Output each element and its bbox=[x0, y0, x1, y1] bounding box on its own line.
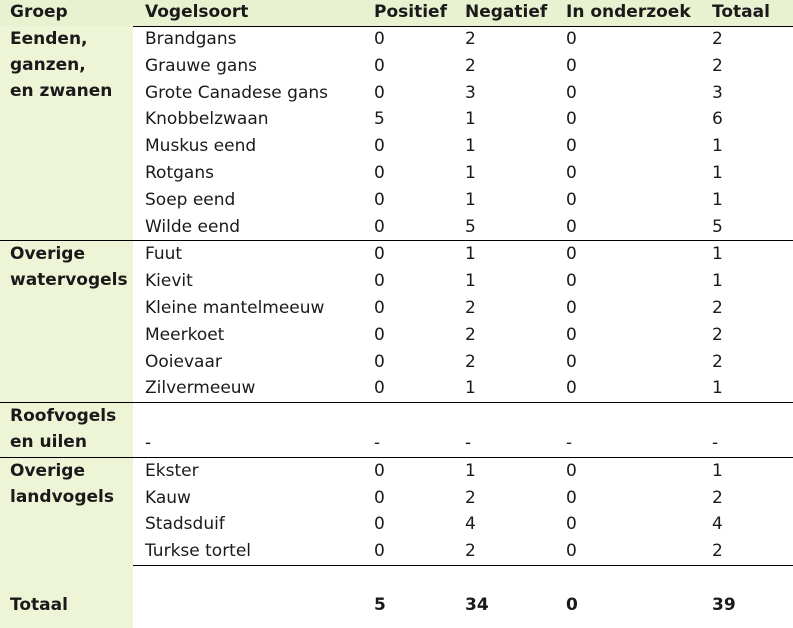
cell-positief: 0 bbox=[374, 514, 385, 535]
cell-in-onderzoek: 0 bbox=[566, 324, 577, 345]
table-row bbox=[0, 430, 793, 457]
table-row bbox=[0, 295, 793, 322]
cell-positief: 0 bbox=[374, 541, 385, 562]
table-row bbox=[0, 511, 793, 538]
header-in-onderzoek: In onderzoek bbox=[566, 2, 691, 22]
cell-in-onderzoek: 0 bbox=[566, 351, 577, 372]
total-in-onderzoek: 0 bbox=[566, 595, 578, 615]
cell-positief: 0 bbox=[374, 487, 385, 508]
cell-positief: 0 bbox=[374, 298, 385, 318]
table-row bbox=[0, 322, 793, 349]
cell-vogelsoort: Stadsduif bbox=[145, 514, 225, 535]
cell-in-onderzoek: - bbox=[566, 433, 573, 453]
table-row bbox=[0, 106, 793, 133]
cell-vogelsoort: Brandgans bbox=[145, 29, 237, 49]
cell-negatief: 1 bbox=[465, 244, 476, 265]
table-row bbox=[0, 187, 793, 214]
cell-in-onderzoek: 0 bbox=[566, 216, 577, 237]
cell-totaal: 2 bbox=[712, 55, 723, 76]
cell-negatief: 2 bbox=[465, 487, 476, 508]
cell-in-onderzoek: 0 bbox=[566, 298, 577, 318]
cell-negatief: 2 bbox=[465, 324, 476, 345]
cell-negatief: 2 bbox=[465, 29, 476, 49]
header-totaal: Totaal bbox=[712, 2, 770, 22]
cell-in-onderzoek: 0 bbox=[566, 189, 577, 210]
cell-vogelsoort: Turkse tortel bbox=[145, 541, 252, 562]
cell-totaal: - bbox=[712, 433, 719, 453]
cell-in-onderzoek: 0 bbox=[566, 514, 577, 535]
cell-positief: 0 bbox=[374, 271, 385, 292]
cell-vogelsoort: Zilvermeeuw bbox=[145, 378, 256, 399]
cell-totaal: 2 bbox=[712, 298, 723, 318]
cell-negatief: 1 bbox=[465, 189, 476, 210]
cell-in-onderzoek: 0 bbox=[566, 541, 577, 562]
cell-negatief: 2 bbox=[465, 351, 476, 372]
cell-negatief: 1 bbox=[465, 163, 476, 183]
header-vogelsoort: Vogelsoort bbox=[145, 2, 249, 22]
cell-totaal: 4 bbox=[712, 514, 723, 535]
cell-totaal: 1 bbox=[712, 271, 723, 292]
cell-vogelsoort: Knobbelzwaan bbox=[145, 109, 269, 130]
table-row bbox=[0, 133, 793, 160]
cell-totaal: 2 bbox=[712, 487, 723, 508]
cell-in-onderzoek: 0 bbox=[566, 55, 577, 76]
cell-totaal: 2 bbox=[712, 29, 723, 49]
cell-positief: 0 bbox=[374, 163, 385, 183]
cell-negatief: 1 bbox=[465, 378, 476, 399]
cell-positief: 0 bbox=[374, 351, 385, 372]
cell-totaal: 2 bbox=[712, 541, 723, 562]
cell-in-onderzoek: 0 bbox=[566, 487, 577, 508]
cell-positief: 0 bbox=[374, 29, 385, 49]
cell-totaal: 3 bbox=[712, 82, 723, 103]
cell-vogelsoort: Soep eend bbox=[145, 189, 236, 210]
cell-vogelsoort: Kauw bbox=[145, 487, 191, 508]
cell-totaal: 2 bbox=[712, 351, 723, 372]
cell-in-onderzoek: 0 bbox=[566, 163, 577, 183]
cell-in-onderzoek: 0 bbox=[566, 29, 577, 49]
cell-vogelsoort: Grote Canadese gans bbox=[145, 82, 329, 103]
cell-vogelsoort: Ekster bbox=[145, 460, 199, 481]
cell-vogelsoort: Rotgans bbox=[145, 163, 214, 183]
cell-totaal: 6 bbox=[712, 109, 723, 130]
table-row bbox=[0, 53, 793, 80]
table-row bbox=[0, 241, 793, 268]
cell-negatief: 4 bbox=[465, 514, 476, 535]
cell-vogelsoort: - bbox=[145, 433, 152, 453]
table-row bbox=[0, 375, 793, 402]
cell-in-onderzoek: 0 bbox=[566, 378, 577, 399]
cell-vogelsoort: Kleine mantelmeeuw bbox=[145, 298, 325, 318]
cell-negatief: 1 bbox=[465, 271, 476, 292]
cell-vogelsoort: Kievit bbox=[145, 271, 193, 292]
cell-positief: 0 bbox=[374, 378, 385, 399]
cell-positief: 0 bbox=[374, 136, 385, 157]
cell-vogelsoort: Meerkoet bbox=[145, 324, 225, 345]
cell-negatief: 1 bbox=[465, 460, 476, 481]
cell-in-onderzoek: 0 bbox=[566, 82, 577, 103]
table-row bbox=[0, 349, 793, 376]
cell-vogelsoort: Muskus eend bbox=[145, 136, 257, 157]
cell-negatief: - bbox=[465, 433, 472, 453]
header-groep: Groep bbox=[10, 2, 68, 22]
cell-negatief: 3 bbox=[465, 82, 476, 103]
total-label: Totaal bbox=[10, 595, 68, 615]
cell-in-onderzoek: 0 bbox=[566, 109, 577, 130]
header-negatief: Negatief bbox=[465, 2, 548, 22]
cell-in-onderzoek: 0 bbox=[566, 244, 577, 265]
cell-negatief: 1 bbox=[465, 109, 476, 130]
cell-totaal: 5 bbox=[712, 216, 723, 237]
cell-negatief: 2 bbox=[465, 541, 476, 562]
table-row bbox=[0, 160, 793, 187]
cell-vogelsoort: Ooievaar bbox=[145, 351, 222, 372]
cell-totaal: 1 bbox=[712, 189, 723, 210]
total-row bbox=[0, 562, 793, 628]
cell-vogelsoort: Wilde eend bbox=[145, 216, 241, 237]
cell-positief: - bbox=[374, 433, 381, 453]
cell-in-onderzoek: 0 bbox=[566, 460, 577, 481]
group-name: Overige watervogels bbox=[10, 244, 128, 291]
table-row bbox=[0, 485, 793, 512]
table-header bbox=[0, 0, 793, 27]
cell-totaal: 1 bbox=[712, 460, 723, 481]
table-row bbox=[0, 80, 793, 107]
group-name: Roofvogels en uilen bbox=[10, 406, 117, 453]
cell-in-onderzoek: 0 bbox=[566, 271, 577, 292]
table-row bbox=[0, 214, 793, 241]
cell-negatief: 5 bbox=[465, 216, 476, 237]
cell-negatief: 1 bbox=[465, 136, 476, 157]
cell-positief: 0 bbox=[374, 216, 385, 237]
cell-vogelsoort: Grauwe gans bbox=[145, 55, 257, 76]
cell-positief: 0 bbox=[374, 55, 385, 76]
table-row bbox=[0, 458, 793, 485]
total-totaal: 39 bbox=[712, 595, 736, 615]
cell-totaal: 1 bbox=[712, 244, 723, 265]
cell-totaal: 1 bbox=[712, 163, 723, 183]
cell-vogelsoort: Fuut bbox=[145, 244, 183, 265]
cell-totaal: 1 bbox=[712, 378, 723, 399]
cell-positief: 0 bbox=[374, 189, 385, 210]
cell-totaal: 2 bbox=[712, 324, 723, 345]
cell-positief: 0 bbox=[374, 324, 385, 345]
cell-negatief: 2 bbox=[465, 298, 476, 318]
table-row bbox=[0, 268, 793, 295]
cell-positief: 0 bbox=[374, 460, 385, 481]
total-positief: 5 bbox=[374, 595, 386, 615]
cell-negatief: 2 bbox=[465, 55, 476, 76]
cell-totaal: 1 bbox=[712, 136, 723, 157]
total-negatief: 34 bbox=[465, 595, 489, 615]
header-positief: Positief bbox=[374, 2, 447, 22]
cell-positief: 5 bbox=[374, 109, 385, 130]
cell-positief: 0 bbox=[374, 244, 385, 265]
group-name: Eenden, ganzen, en zwanen bbox=[10, 29, 113, 101]
cell-in-onderzoek: 0 bbox=[566, 136, 577, 157]
group-name: Overige landvogels bbox=[10, 460, 114, 507]
table-row bbox=[0, 26, 793, 53]
cell-positief: 0 bbox=[374, 82, 385, 103]
